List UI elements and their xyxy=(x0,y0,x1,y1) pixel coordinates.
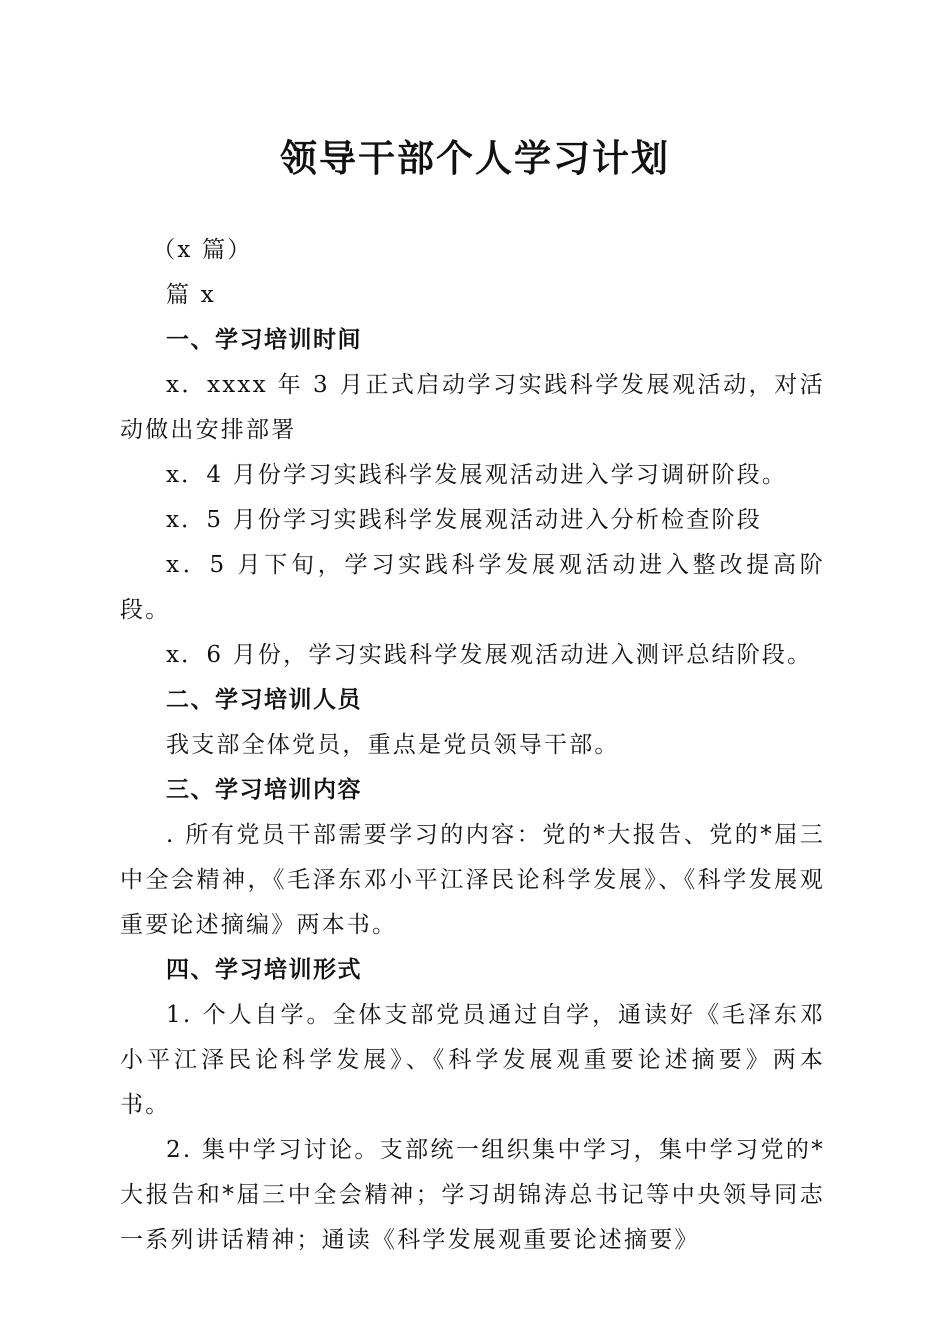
section-heading: 四、学习培训形式 xyxy=(166,957,362,983)
section-content xyxy=(120,768,825,948)
paragraph: x．5 月下旬，学习实践科学发展观活动进入整改提高阶段。 xyxy=(120,552,825,623)
section-personnel xyxy=(120,678,825,768)
paragraph: 2. 集中学习讨论。支部统一组织集中学习，集中学习党的*大报告和*届三中全会精神；学习胡锦涛总书记等中央领导同志一系列讲话精神；通读《科学发展观重要论述摘要》 xyxy=(120,1137,825,1253)
section-heading: 三、学习培训内容 xyxy=(166,777,362,803)
paragraph: . 所有党员干部需要学习的内容：党的*大报告、党的*届三中全会精神，《毛泽东邓小平江泽民论科学发展》、《科学发展观重要论述摘编》两本书。 xyxy=(120,822,825,938)
section-format xyxy=(120,948,825,1263)
section-time xyxy=(120,318,825,678)
section-heading: 二、学习培训人员 xyxy=(166,687,362,713)
section-heading: 一、学习培训时间 xyxy=(166,327,362,353)
document-body xyxy=(120,228,825,1263)
paragraph: x．xxxx 年 3 月正式启动学习实践科学发展观活动，对活动做出安排部署 xyxy=(120,372,825,443)
paragraph: 1. 个人自学。全体支部党员通过自学，通读好《毛泽东邓小平江泽民论科学发展》、《科学发展观重要论述摘要》两本书。 xyxy=(120,1002,825,1118)
document-title: 领导干部个人学习计划 xyxy=(280,136,670,180)
document-subtitle: （x 篇） xyxy=(152,237,253,263)
paragraph: x．6 月份，学习实践科学发展观活动进入测评总结阶段。 xyxy=(166,642,813,668)
paragraph: 我支部全体党员，重点是党员领导干部。 xyxy=(166,732,620,758)
part-label: 篇 x xyxy=(166,282,216,308)
paragraph: x．5 月份学习实践科学发展观活动进入分析检查阶段 xyxy=(166,507,762,533)
paragraph: x．4 月份学习实践科学发展观活动进入学习调研阶段。 xyxy=(166,462,788,488)
